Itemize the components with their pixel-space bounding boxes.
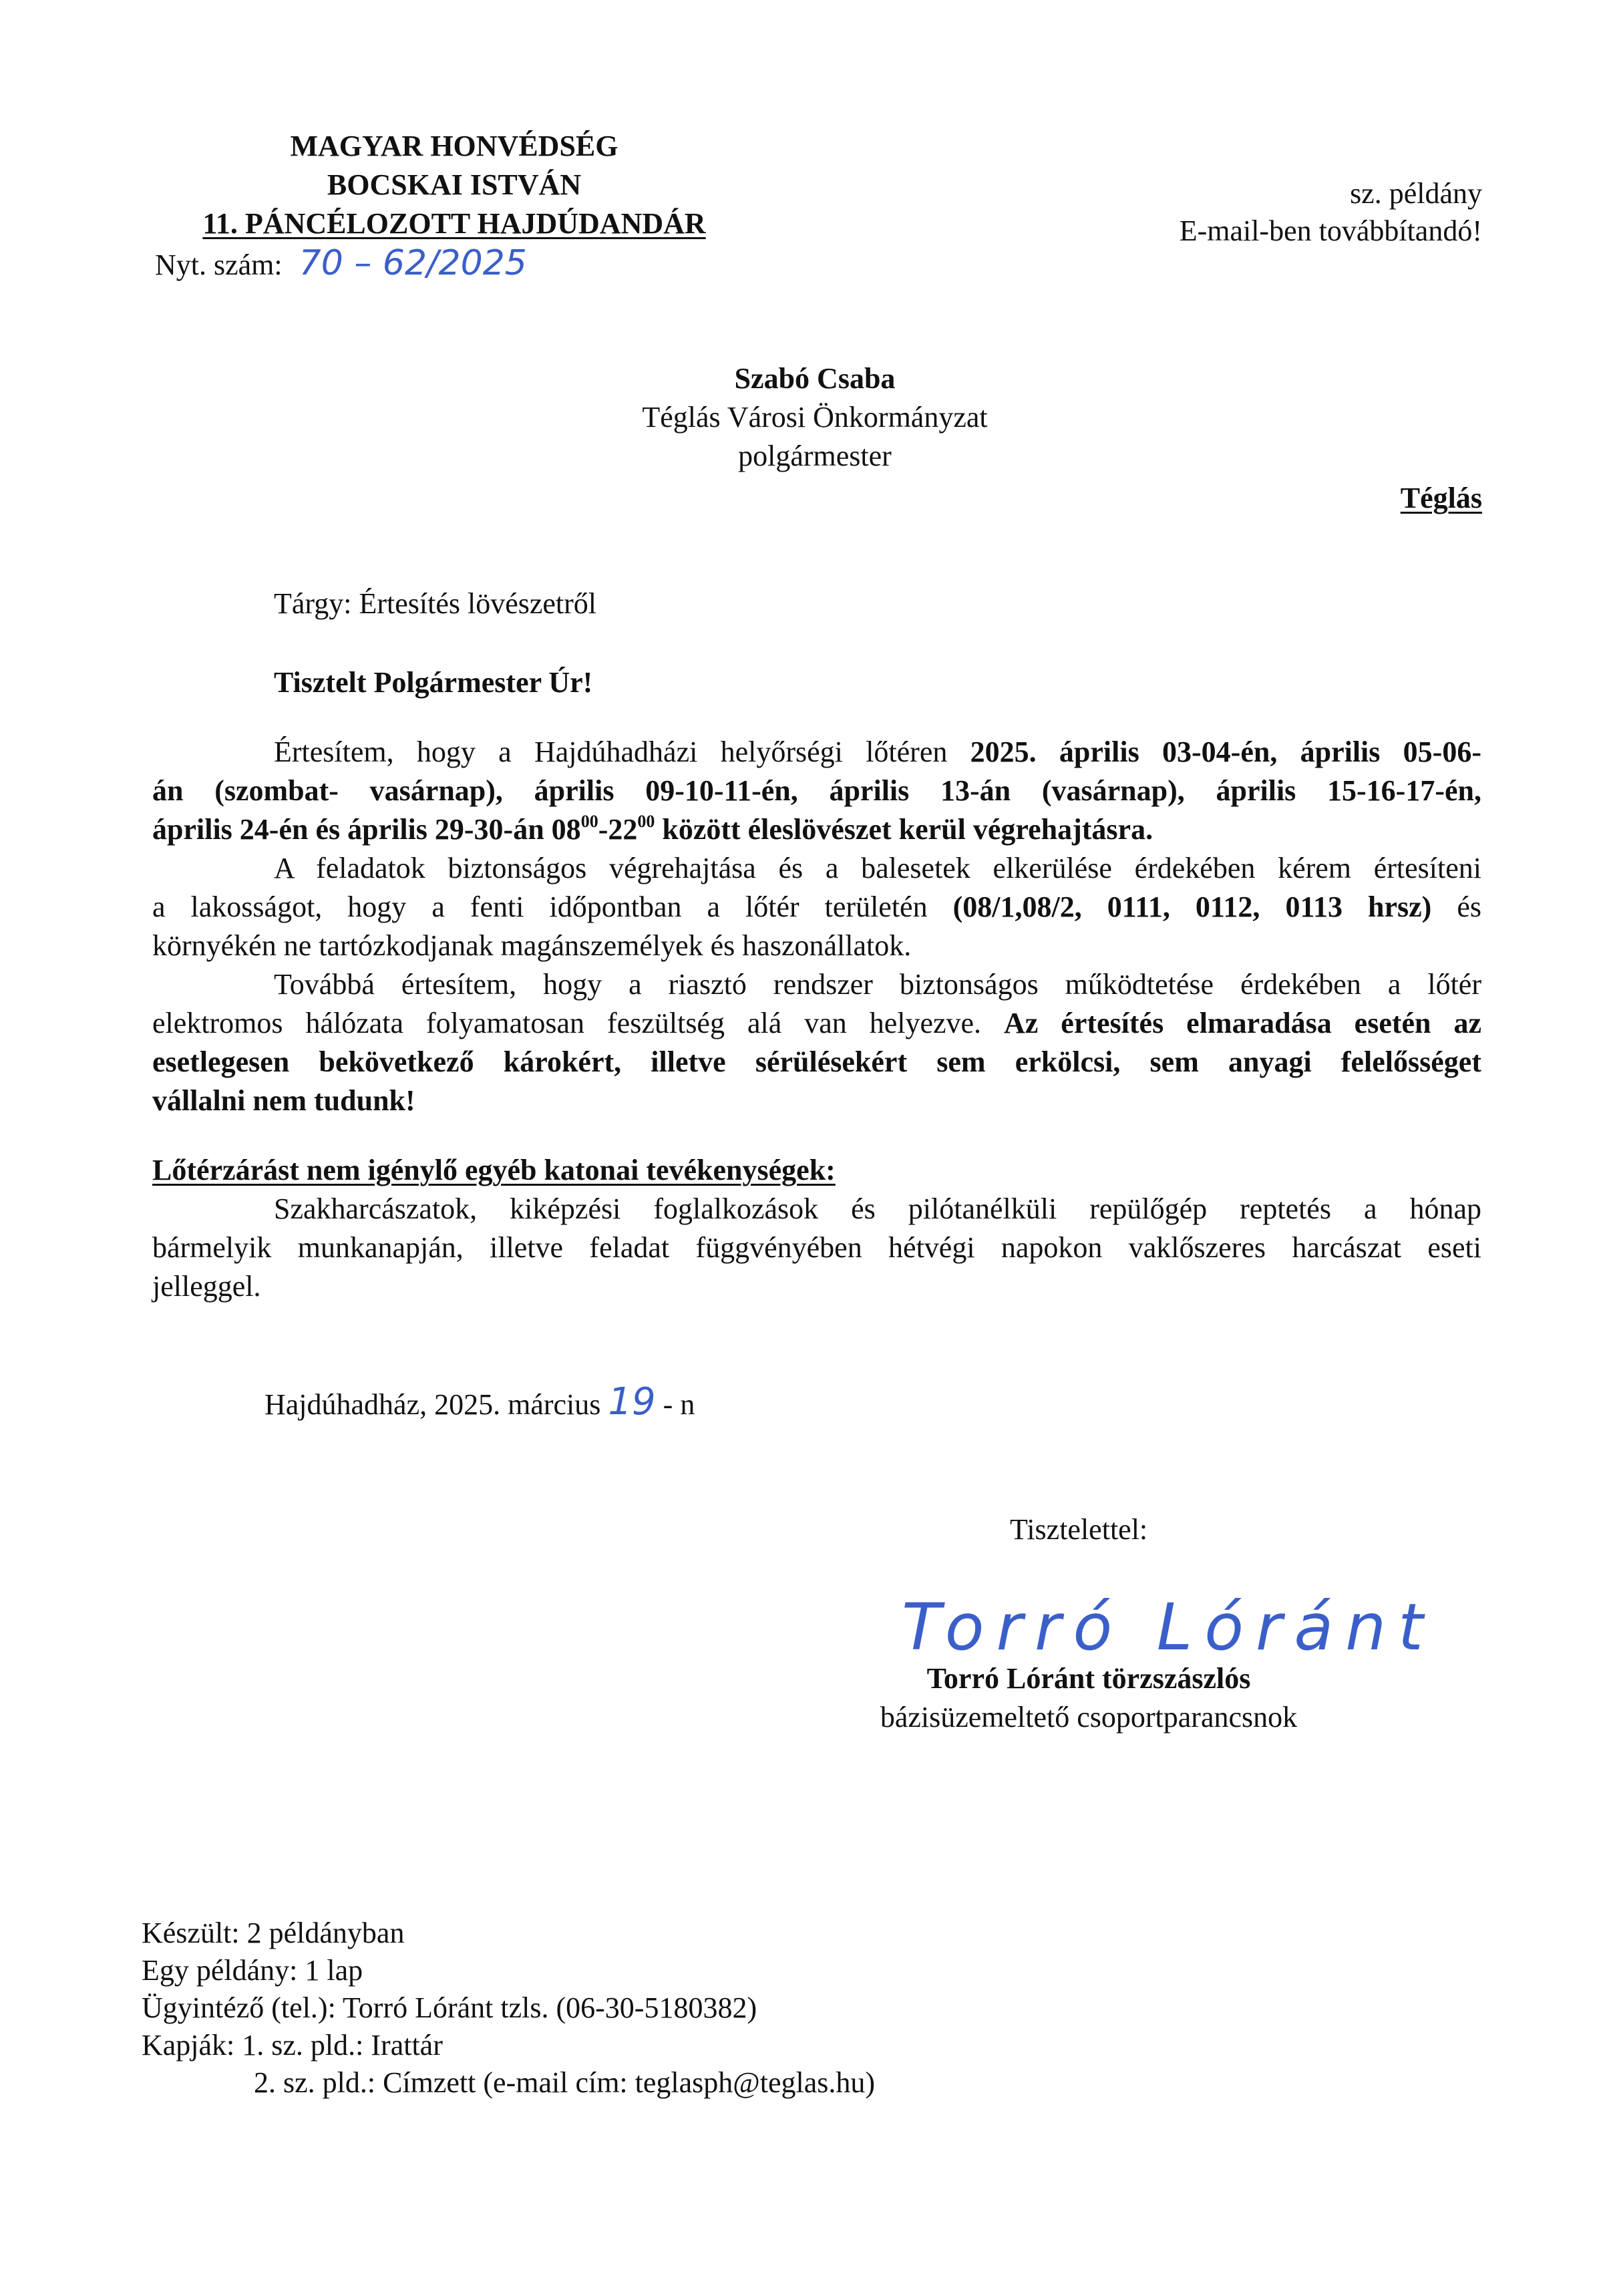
p1-line2: án (szombat- vasárnap), április 09-10-11-én, április 13-án (vasárnap), április 15-16-17-én, [152,774,1481,807]
p1-l3-b: -22 [598,813,638,846]
letter-body [152,735,1481,1202]
nyt-label: Nyt. szám: [155,249,283,281]
footer-made: Készült: 2 példányban [142,1917,405,1949]
other-activities-heading: Lőtérzárást nem igénylő egyéb katonai tevékenységek: [152,1154,836,1186]
recipient-role: polgármester [738,440,892,472]
other-line2: bármelyik munkanapján, illetve feladat függvényében hétvégi napokon vaklőszeres harcászat eseti [152,1231,1481,1264]
footer-contact: Ügyintéző (tel.): Torró Lóránt tzls. (06-30-5180382) [142,1991,757,2024]
footer-recipient2: 2. sz. pld.: Címzett (e-mail cím: teglasph@teglas.hu) [254,2066,876,2099]
email-note: E-mail-ben továbbítandó! [1179,214,1482,247]
org-header [154,127,755,243]
recipient-city: Téglás [1400,482,1482,514]
subject: Tárgy: Értesítés lövészetről [274,587,597,620]
p3-line3: esetlegesen bekövetkező károkért, illetve sérülésekért sem erkölcsi, sem anyagi felelősséget [152,1045,1481,1078]
nyt-number-line [155,243,527,283]
footer-recipients: Kapják: 1. sz. pld.: Irattár [142,2029,443,2062]
p2-line1: A feladatok biztonságos végrehajtása és a balesetek elkerülése érdekében kérem értesíteni [274,852,1481,884]
p1-l3-c: között éleslövészet kerül végrehajtásra. [655,813,1153,846]
recipient-name: Szabó Csaba [734,362,896,395]
footer-copy-pages: Egy példány: 1 lap [142,1954,363,1987]
footer-block [142,1915,875,2102]
p3-line4: vállalni nem tudunk! [152,1084,415,1117]
signer-block [815,1659,1363,1737]
p1-line3 [152,812,1481,846]
p2-line3: környékén ne tartózkodjanak magánszemélyek és haszonállatok. [152,929,912,962]
date-line [264,1380,695,1424]
p3-l2-b: Az értesítés elmaradása esetén az [1004,1007,1481,1039]
p3-line2 [152,1006,1481,1040]
p1-l3-a: április 24-én és április 29-30-án 08 [152,813,581,846]
signature: Torró Lóránt [902,1590,1435,1665]
other-activities-text [152,1192,1481,1312]
p1-line1 [274,735,1481,769]
org-line2: BOCSKAI ISTVÁN [327,168,582,201]
p1-l1-a: Értesítem, hogy a Hajdúhadházi helyőrségi lőtéren [274,735,970,768]
p2-l2-c: és [1431,890,1482,923]
recipient-org: Téglás Városi Önkormányzat [642,401,988,434]
p1-sup2: 00 [637,812,655,831]
p2-line2 [152,890,1481,924]
other-line1: Szakharcászatok, kiképzési foglalkozások és pilótanélküli repülőgép reptetés a hónap [274,1192,1481,1225]
date-day-handwritten: 19 [608,1380,656,1424]
p3-line1: Továbbá értesítem, hogy a riasztó rendszer biztonságos működtetése érdekében a lőtér [274,968,1481,1001]
date-prefix: Hajdúhadház, 2025. március [264,1388,601,1421]
p3-l2-a: elektromos hálózata folyamatosan feszültség alá van helyezve. [152,1007,1005,1039]
signer-title: bázisüzemeltető csoportparancsnok [880,1701,1298,1734]
p1-sup1: 00 [580,812,598,831]
copy-info [1180,175,1482,250]
copy-label: sz. példány [1350,177,1482,210]
org-line3: 11. PÁNCÉLOZOTT HAJDÚDANDÁR [202,207,706,240]
org-line1: MAGYAR HONVÉDSÉG [290,130,618,162]
salutation: Tisztelt Polgármester Úr! [274,666,593,699]
other-line3: jelleggel. [152,1270,261,1303]
closing-greeting: Tisztelettel: [1010,1513,1148,1546]
p2-l2-b: (08/1,08/2, 0111, 0112, 0113 hrsz) [952,890,1432,923]
nyt-number-handwritten: 70 – 62/2025 [299,243,527,283]
date-suffix: - n [663,1388,695,1421]
p1-l1-b: 2025. április 03-04-én, április 05-06- [970,735,1481,768]
recipient-block [554,359,1075,476]
p2-l2-a: a lakosságot, hogy a fenti időpontban a lőtér területén [152,890,953,923]
signer-name: Torró Lóránt törzszászlós [926,1662,1251,1695]
